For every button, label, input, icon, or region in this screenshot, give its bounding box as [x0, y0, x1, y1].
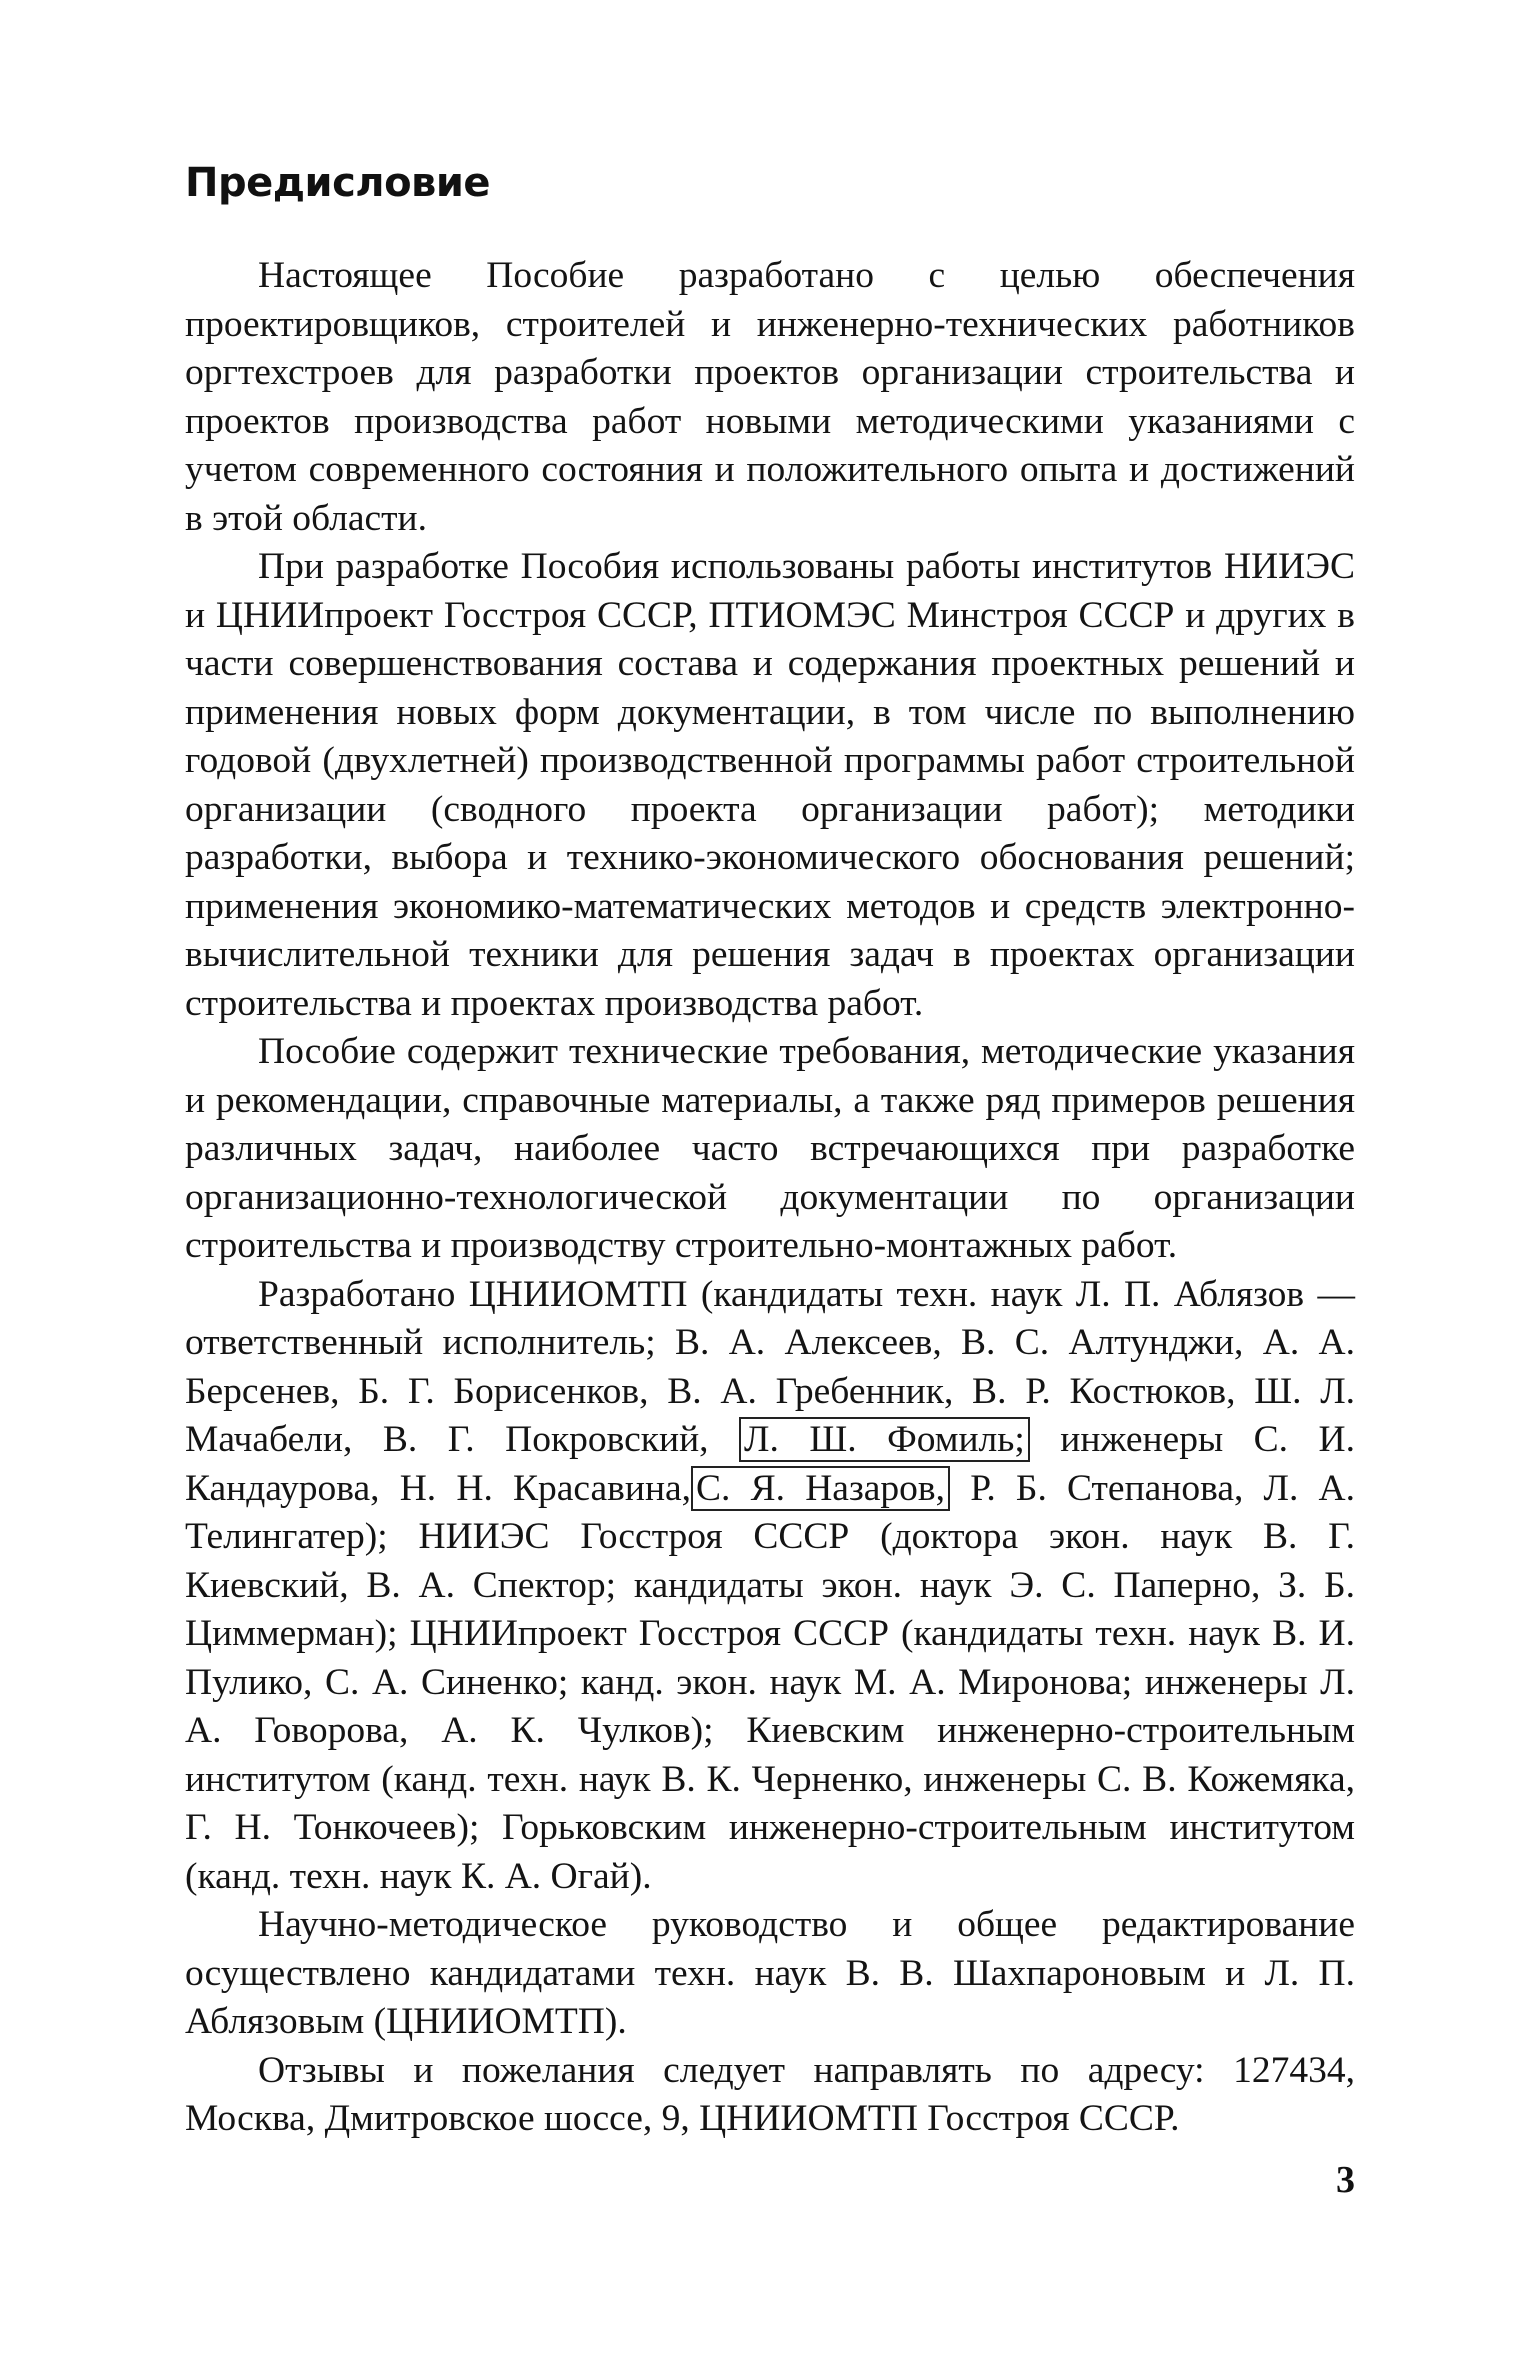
- boxed-name-nazarov: С. Я. Назаров,: [691, 1466, 950, 1511]
- paragraph-feedback-address: Отзывы и пожелания следует направлять по адресу: 127434, Москва, Дмитровское шоссе, 9, ЦНИИОМТП Госстроя СССР.: [185, 2049, 1355, 2139]
- boxed-name-fomil: Л. Ш. Фомиль;: [739, 1417, 1030, 1462]
- authors-text-part-1: Разработано ЦНИИОМТП (кандидаты техн. наук Л. П. Аблязов — ответственный исполнитель; В. А. Алексеев, В. С. Алтунджи, А. А. Берсенев, Б. Г. Борисенков, В. А. Гребенник, В. Р. Костюков, Ш. Л. Мачабели, В. Г. Покровский,: [185, 1273, 1355, 1460]
- page-number: 3: [1336, 2159, 1355, 2201]
- paragraph-editing: Научно-методическое руководство и общее редактирование осуществлено кандидатами техн. наук В. В. Шахпароновым и Л. П. Аблязовым (ЦНИИОМТП).: [185, 1904, 1355, 2042]
- paragraph-sources: При разработке Пособия использованы работы институтов НИИЭС и ЦНИИпроект Госстроя СССР, ПТИОМЭС Минстроя СССР и других в части совершенствования состава и содержания проектных решений и применения новых форм документации, в том числе по выполнению годовой (двухлетней) производственной программы работ строительной организации (сводного проекта организации работ); методики разработки, выбора и технико-экономического обоснования решений; применения экономико-математических методов и средств электронно-вычислительной техники для решения задач в проектах организации строительства и проектах производства работ.: [185, 546, 1355, 1024]
- document-body: [185, 252, 1355, 2144]
- paragraph-contents: Пособие содержит технические требования, методические указания и рекомендации, справочные материалы, а также ряд примеров решения различных задач, наиболее часто встречающихся при разработке организационно-технологической документации по организации строительства и производству строительно-монтажных работ.: [185, 1031, 1355, 1266]
- paragraph-authors: [185, 1271, 1355, 1902]
- page-title: Предисловие: [185, 160, 491, 206]
- paragraph-purpose: Настоящее Пособие разработано с целью обеспечения проектировщиков, строителей и инженерно-технических работников оргтехстроев для разработки проектов организации строительства и проектов производства работ новыми методическими указаниями с учетом современного состояния и положительного опыта и достижений в этой области.: [185, 255, 1355, 539]
- authors-text-part-2: инженеры С. И. Кандаурова, Н. Н. Красавина,: [185, 1419, 1356, 1509]
- authors-text-part-3: Р. Б. Степанова, Л. А. Телингатер); НИИЭС Госстроя СССР (доктора экон. наук В. Г. Киевский, В. А. Спектор; кандидаты экон. наук Э. С. Паперно, З. Б. Циммерман); ЦНИИпроект Госстроя СССР (кандидаты техн. наук В. И. Пулико, С. А. Синенко; канд. экон. наук М. А. Миронова; инженеры Л. А. Говорова, А. К. Чулков); Киевским инженерно-строительным институтом (канд. техн. наук В. К. Черненко, инженеры С. В. Кожемяка, Г. Н. Тонкочеев); Горьковским инженерно-строительным институтом (канд. техн. наук К. А. Огай).: [185, 1467, 1355, 1897]
